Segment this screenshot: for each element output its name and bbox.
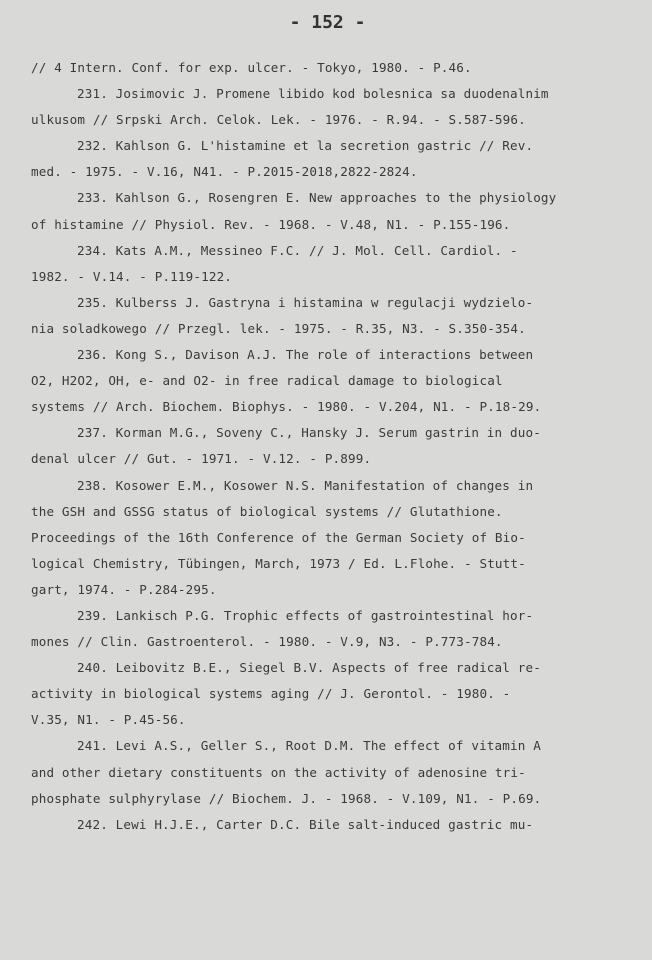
bibliography-entry [31, 812, 624, 838]
bibliography-list [31, 55, 624, 838]
entry-line: nia soladkowego // Przegl. lek. - 1975. - R.35, N3. - S.350-354. [31, 320, 526, 336]
bibliography-entry [31, 655, 624, 733]
entry-line: of histamine // Physiol. Rev. - 1968. - V.48, N1. - P.155-196. [31, 216, 511, 232]
entry-line: Proceedings of the 16th Conference of the German Society of Bio- [31, 529, 526, 545]
entry-line: 238. Kosower E.M., Kosower N.S. Manifestation of changes in [77, 477, 534, 493]
entry-line: and other dietary constituents on the activity of adenosine tri- [31, 764, 526, 780]
entry-line: 232. Kahlson G. L'histamine et la secretion gastric // Rev. [77, 138, 534, 154]
entry-line: 242. Lewi H.J.E., Carter D.C. Bile salt-induced gastric mu- [77, 816, 534, 832]
entry-line: 240. Leibovitz B.E., Siegel B.V. Aspects of free radical re- [77, 660, 541, 676]
entry-line: 233. Kahlson G., Rosengren E. New approaches to the physiology [77, 190, 557, 206]
entry-line: V.35, N1. - P.45-56. [31, 712, 186, 728]
bibliography-entry [31, 133, 624, 185]
entry-line: 235. Kulberss J. Gastryna i histamina w regulacji wydzielo- [77, 294, 534, 310]
entry-line: 1982. - V.14. - P.119-122. [31, 268, 233, 284]
entry-line: denal ulcer // Gut. - 1971. - V.12. - P.899. [31, 451, 372, 467]
page-number: - 152 - [289, 12, 366, 33]
entry-line: 231. Josimovic J. Promene libido kod bolesnica sa duodenalnim [77, 86, 549, 102]
entry-line: systems // Arch. Biochem. Biophys. - 1980. - V.204, N1. - P.18-29. [31, 399, 542, 415]
entry-line: the GSH and GSSG status of biological systems // Glutathione. [31, 503, 503, 519]
entry-line: 239. Lankisch P.G. Trophic effects of gastrointestinal hor- [77, 607, 534, 623]
entry-line: // 4 Intern. Conf. for exp. ulcer. - Tokyo, 1980. - P.46. [31, 60, 472, 75]
bibliography-entry [31, 81, 624, 133]
entry-line: gart, 1974. - P.284-295. [31, 581, 217, 597]
bibliography-entry [31, 290, 624, 342]
entry-line: mones // Clin. Gastroenterol. - 1980. - V.9, N3. - P.773-784. [31, 634, 503, 650]
entry-line: logical Chemistry, Tübingen, March, 1973 / Ed. L.Flohe. - Stutt- [31, 555, 526, 571]
entry-line: med. - 1975. - V.16, N41. - P.2015-2018,2822-2824. [31, 164, 418, 180]
bibliography-entry [31, 185, 624, 237]
bibliography-entry [31, 342, 624, 420]
entry-line: 241. Levi A.S., Geller S., Root D.M. The effect of vitamin A [77, 738, 541, 754]
entry-line: phosphate sulphyrylase // Biochem. J. - 1968. - V.109, N1. - P.69. [31, 790, 542, 806]
bibliography-entry [31, 603, 624, 655]
bibliography-entry [31, 733, 624, 811]
bibliography-entry [31, 55, 624, 81]
entry-line: 234. Kats A.M., Messineo F.C. // J. Mol. Cell. Cardiol. - [77, 242, 518, 258]
entry-line: 236. Kong S., Davison A.J. The role of interactions between [77, 347, 534, 363]
bibliography-entry [31, 420, 624, 472]
entry-line: 237. Korman M.G., Soveny C., Hansky J. Serum gastrin in duo- [77, 425, 541, 441]
bibliography-entry [31, 238, 624, 290]
bibliography-entry [31, 473, 624, 603]
entry-line: ulkusom // Srpski Arch. Celok. Lek. - 1976. - R.94. - S.587-596. [31, 112, 526, 128]
entry-line: activity in biological systems aging // J. Gerontol. - 1980. - [31, 686, 511, 702]
entry-line: O2, H2O2, OH, e- and O2- in free radical damage to biological [31, 373, 503, 389]
